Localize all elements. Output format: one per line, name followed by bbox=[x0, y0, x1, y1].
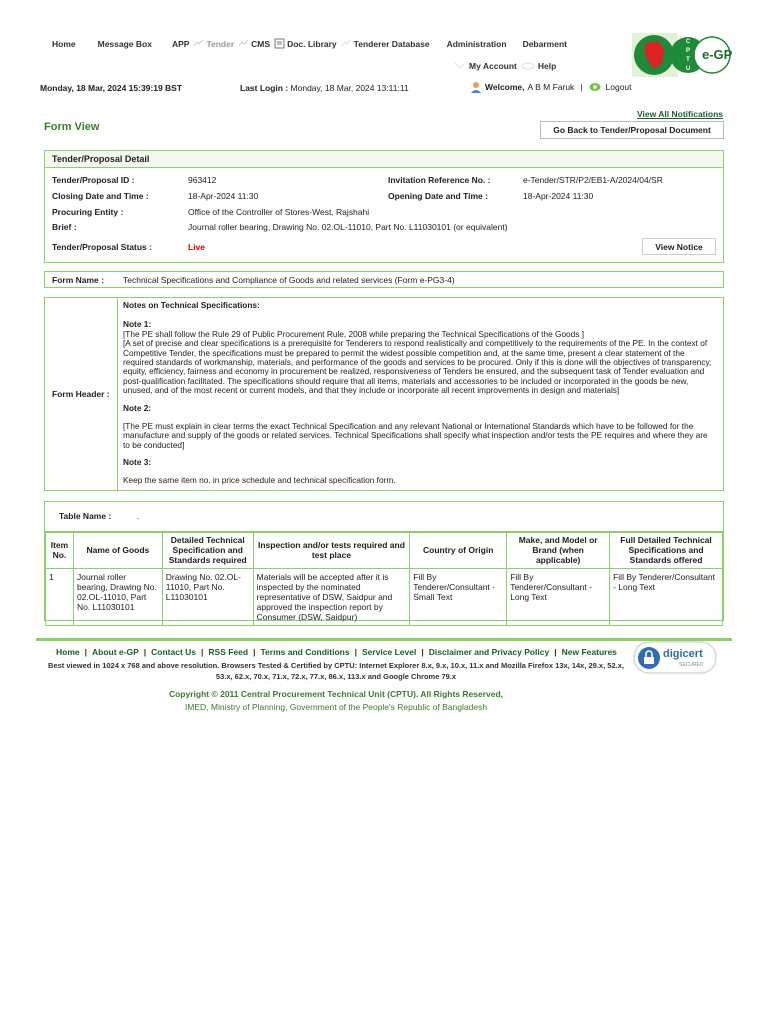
logout-icon bbox=[589, 82, 602, 92]
footer-sep: | bbox=[201, 647, 204, 657]
nav-message-box[interactable]: Message Box bbox=[97, 38, 152, 49]
form-header-panel bbox=[44, 297, 724, 491]
copyright-line2: IMED, Ministry of Planning, Government of the People's Republic of Bangladesh bbox=[184, 702, 488, 712]
nav-administration[interactable]: Administration bbox=[446, 38, 507, 49]
col-country-origin: Country of Origin bbox=[410, 532, 507, 568]
col-make-model: Make, and Model or Brand (when applicable) bbox=[507, 532, 610, 568]
tender-icon bbox=[193, 38, 204, 49]
nav-help[interactable]: Help bbox=[537, 60, 557, 71]
copyright bbox=[40, 688, 632, 714]
table-row bbox=[46, 568, 723, 625]
status-label: Tender/Proposal Status : bbox=[52, 242, 152, 252]
footer-link-new-features[interactable]: New Features bbox=[561, 647, 617, 657]
technical-spec-table bbox=[45, 531, 723, 626]
last-login bbox=[240, 83, 409, 93]
footer-link-terms[interactable]: Terms and Conditions bbox=[260, 647, 350, 657]
footer-sep: | bbox=[143, 647, 147, 657]
table-name-label: Table Name : bbox=[59, 511, 112, 521]
current-datetime: Monday, 18 Mar, 2024 15:39:19 BST bbox=[40, 83, 183, 93]
logout-link[interactable]: Logout bbox=[605, 82, 632, 92]
page-title: Form View bbox=[44, 121, 100, 133]
tender-detail-title: Tender/Proposal Detail bbox=[45, 151, 723, 168]
col-name-of-goods: Name of Goods bbox=[73, 532, 162, 568]
logo-text: e-GP bbox=[702, 47, 733, 62]
browser-compat-note: Best viewed in 1024 x 768 and above resolution. Browsers Tested & Certified by CPTU: Internet Explorer 8.x, 9.x, 10.x, 11.x and Mozilla Firefox 13x, 14x, 29.x, 52.x, 53.x, 62.x, 70.x, 71.x, 72.x, 77.x, 86.x, 113.x and Google Chrome 79.x bbox=[48, 661, 624, 681]
notes-heading: Notes on Technical Specifications: bbox=[123, 300, 260, 310]
cell-name-of-goods: Journal roller bearing, Drawing No. 02.OL-11010, Part No. L11030101 bbox=[73, 568, 162, 625]
help-icon bbox=[521, 60, 535, 71]
tender-id-label: Tender/Proposal ID : bbox=[52, 175, 135, 185]
nav-cms[interactable]: CMS bbox=[251, 38, 271, 49]
nav-debarment[interactable]: Debarment bbox=[522, 38, 567, 49]
my-account-icon bbox=[454, 60, 465, 71]
account-navigation bbox=[454, 60, 556, 71]
cell-full-spec-offered: Fill By Tenderer/Consultant - Long Text bbox=[610, 568, 723, 625]
footer-sep: | bbox=[554, 647, 557, 657]
col-item-no: Item No. bbox=[46, 532, 74, 568]
last-login-label: Last Login : bbox=[240, 83, 289, 93]
form-header-content bbox=[123, 301, 715, 485]
note3-text: Keep the same item no. in price schedule and technical specification form. bbox=[123, 474, 396, 485]
form-header-divider bbox=[117, 298, 118, 490]
footer-sep: | bbox=[84, 647, 88, 657]
footer-sep: | bbox=[354, 647, 357, 657]
view-notice-button[interactable]: View Notice bbox=[642, 238, 716, 255]
form-name-panel bbox=[44, 271, 724, 288]
note2-text: [The PE must explain in clear terms the exact Technical Specification and any relevant National or International Standards which have to be followed for the manufacture and supply of the goods or related services. Technical Specifications shall specify what inspection and/or tests the PE requires and where they are to be conducted] bbox=[123, 421, 708, 450]
tender-id-value: 963412 bbox=[188, 175, 217, 185]
footer-link-contact[interactable]: Contact Us bbox=[151, 647, 197, 657]
footer-link-service-level[interactable]: Service Level bbox=[362, 647, 417, 657]
copyright-line1: Copyright © 2011 Central Procurement Technical Unit (CPTU). All Rights Reserved, bbox=[168, 689, 504, 699]
svg-text:U: U bbox=[685, 66, 691, 72]
go-back-button[interactable]: Go Back to Tender/Proposal Document bbox=[540, 121, 724, 139]
welcome-label: Welcome, bbox=[485, 82, 525, 92]
invitation-ref-value: e-Tender/STR/P2/EB1-A/2024/04/SR bbox=[523, 175, 663, 185]
footer-link-disclaimer[interactable]: Disclaimer and Privacy Policy bbox=[428, 647, 550, 657]
footer-link-rss[interactable]: RSS Feed bbox=[208, 647, 249, 657]
note3-title: Note 3: bbox=[123, 457, 152, 468]
nav-home[interactable]: Home bbox=[52, 38, 76, 49]
closing-date-value: 18-Apr-2024 11:30 bbox=[188, 191, 259, 201]
note1-title: Note 1: bbox=[123, 319, 152, 330]
footer-links bbox=[56, 647, 617, 657]
note1-line1: [The PE shall follow the Rule 29 of Public Procurement Rule, 2008 while preparing the Technical Specifications of the Goods ] bbox=[123, 328, 585, 339]
svg-text:T: T bbox=[686, 57, 690, 63]
digicert-text: digicert bbox=[663, 648, 703, 660]
footer-link-about[interactable]: About e-GP bbox=[92, 647, 139, 657]
status-badge: Live bbox=[188, 242, 206, 252]
view-all-notifications-link[interactable]: View All Notifications bbox=[637, 109, 723, 119]
form-name-value: Technical Specifications and Compliance of Goods and related services (Form e-PG3-4) bbox=[123, 275, 455, 285]
form-name-label: Form Name : bbox=[52, 275, 104, 285]
col-detailed-spec: Detailed Technical Specification and Standards required bbox=[162, 532, 253, 568]
nav-app[interactable]: APP bbox=[171, 38, 190, 49]
nav-my-account[interactable]: My Account bbox=[469, 60, 517, 71]
form-header-label: Form Header : bbox=[52, 389, 110, 399]
note2-title: Note 2: bbox=[123, 402, 152, 413]
opening-date-value: 18-Apr-2024 11:30 bbox=[523, 191, 594, 201]
closing-date-label: Closing Date and Time : bbox=[52, 191, 149, 201]
brief-label: Brief : bbox=[52, 222, 77, 232]
technical-spec-table-panel bbox=[44, 501, 724, 621]
database-icon bbox=[341, 38, 352, 49]
cell-item-no: 1 bbox=[46, 568, 74, 625]
footer-link-home[interactable]: Home bbox=[56, 647, 80, 657]
document-icon bbox=[274, 38, 285, 49]
tender-detail-panel bbox=[44, 150, 724, 263]
last-login-value: Monday, 18 Mar, 2024 13:11:11 bbox=[290, 83, 409, 93]
note1-line2: [A set of precise and clear specifications is a prerequisite for Tenderers to respond realistically and competitively to the requirements of the PE. In the context of Competitive Tender, the specifications must be prepared to permit the widest possible competition and, at the same time, present a clear statement of the required standards of workmanship, materials, and performance of the goods and services to be procured. Only if this is done will the objectives of transparency, equity, efficiency, fairness and economy in procurement be realized, responsiveness of Tenders be ensured, and the subsequent task of Tender evaluation and post-qualification facilitated. The specifications should require that all items, materials and accessories to be included or incorporated in the goods be new, unused, and of the most recent or current models, and that they include or incorporate all recent improvements in design and materials] bbox=[123, 338, 712, 396]
cell-country-origin: Fill By Tenderer/Consultant - Small Text bbox=[410, 568, 507, 625]
brief-value: Journal roller bearing, Drawing No. 02.OL-11010, Part No. L11030101 (or equivalent) bbox=[188, 222, 508, 232]
table-header-row bbox=[46, 532, 723, 568]
cell-inspection: Materials will be accepted after it is inspected by the nominated representative of DSW, Saidpur and approved the inspection report by Consumer (DSW, Saidpur) bbox=[253, 568, 410, 625]
nav-doc-library[interactable]: Doc. Library bbox=[287, 38, 337, 49]
welcome-area bbox=[470, 81, 632, 93]
user-icon bbox=[470, 81, 482, 93]
invitation-ref-label: Invitation Reference No. : bbox=[388, 175, 491, 185]
col-full-spec-offered: Full Detailed Technical Specifications and Standards offered bbox=[610, 532, 723, 568]
cell-make-model: Fill By Tenderer/Consultant - Long Text bbox=[507, 568, 610, 625]
welcome-separator: | bbox=[580, 82, 583, 92]
procuring-entity-label: Procuring Entity : bbox=[52, 207, 124, 217]
digicert-subtext: SECURED bbox=[679, 662, 704, 668]
procuring-entity-value: Office of the Controller of Stores-West, Rajshahi bbox=[188, 207, 370, 217]
nav-tender[interactable]: Tender bbox=[206, 38, 235, 49]
svg-text:C: C bbox=[685, 39, 691, 45]
nav-tenderer-database[interactable]: Tenderer Database bbox=[353, 38, 430, 49]
digicert-seal[interactable] bbox=[633, 641, 719, 675]
svg-text:P: P bbox=[685, 48, 691, 54]
table-name-value: . bbox=[137, 511, 140, 521]
footer-sep: | bbox=[253, 647, 256, 657]
cms-icon bbox=[238, 38, 249, 49]
col-inspection: Inspection and/or tests required and test place bbox=[253, 532, 410, 568]
footer-divider bbox=[36, 638, 732, 641]
footer-sep: | bbox=[421, 647, 424, 657]
top-navigation bbox=[52, 38, 567, 49]
cell-detailed-spec: Drawing No. 02.OL-11010, Part No. L11030101 bbox=[162, 568, 253, 625]
egp-logo bbox=[632, 33, 734, 77]
user-name: A B M Faruk bbox=[527, 82, 575, 92]
opening-date-label: Opening Date and Time : bbox=[388, 191, 488, 201]
